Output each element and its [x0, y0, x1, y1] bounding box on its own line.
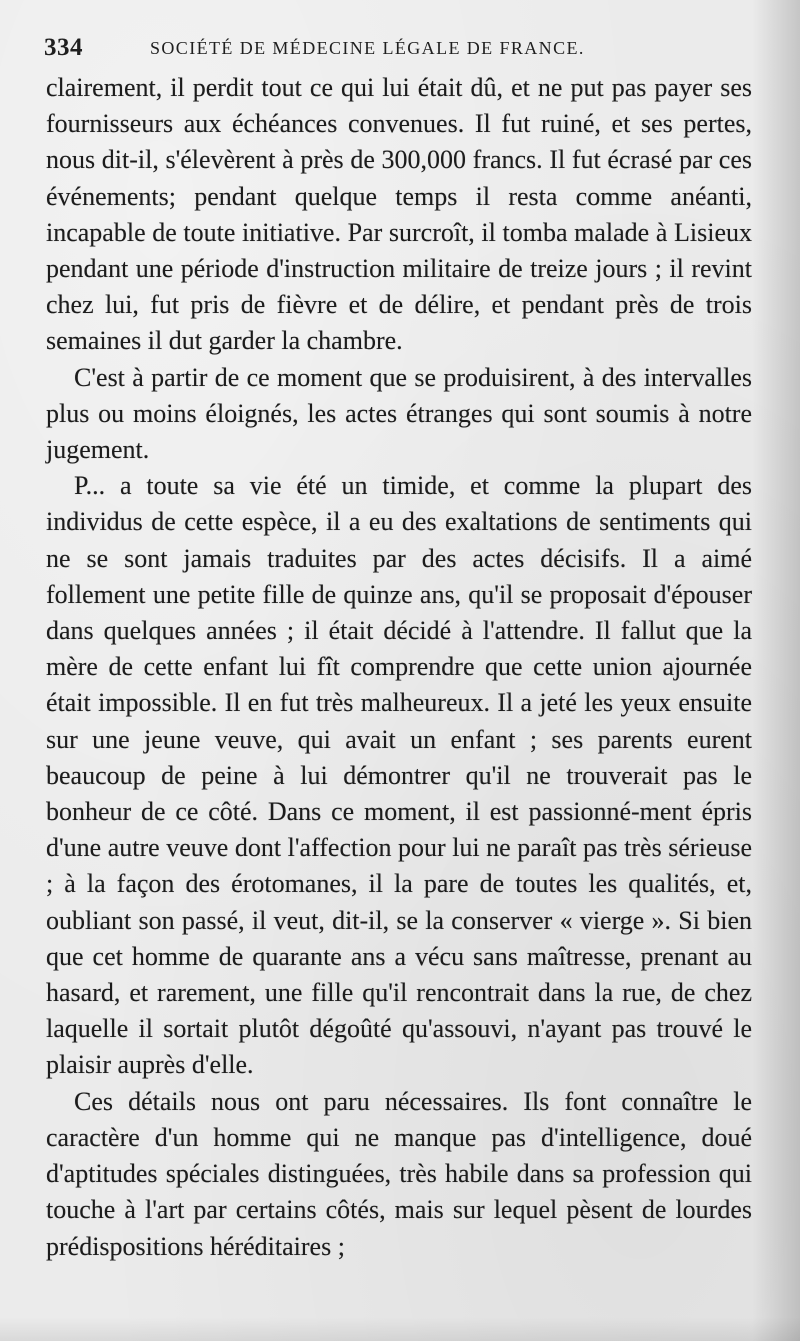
- running-title: SOCIÉTÉ DE MÉDECINE LÉGALE DE FRANCE.: [150, 38, 585, 58]
- body-text: [46, 70, 752, 1265]
- page-number: 334: [44, 34, 83, 61]
- paragraph: clairement, il perdit tout ce qui lui était dû, et ne put pas payer ses fournisseurs aux échéances convenues. Il fut ruiné, et ses pertes, nous dit-il, s'élevèrent à près de 300,000 francs. Il fut écrasé par ces événements; pendant quelque temps il resta comme anéanti, incapable de toute initiative. Par surcroît, il tomba malade à Lisieux pendant une période d'instruction militaire de treize jours ; il revint chez lui, fut pris de fièvre et de délire, et pendant près de trois semaines il dut garder la chambre.: [46, 73, 752, 356]
- page-edge-shadow: [752, 0, 800, 1341]
- paragraph: C'est à partir de ce moment que se produisirent, à des intervalles plus ou moins éloignés, les actes étranges qui sont soumis à notre jugement.: [46, 362, 752, 465]
- page-bottom-edge: [0, 1317, 800, 1341]
- paragraph: P... a toute sa vie été un timide, et comme la plupart des individus de cette espèce, il a eu des exaltations de sentiments qui ne se sont jamais traduites par des actes décisifs. Il a aimé follement une petite fille de quinze ans, qu'il se proposait d'épouser dans quelques années ; il était décidé à l'attendre. Il fallut que la mère de cette enfant lui fît comprendre que cette union ajournée était impossible. Il en fut très malheureux. Il a jeté les yeux ensuite sur une jeune veuve, qui avait un enfant ; ses parents eurent beaucoup de peine à lui démontrer qu'il ne trouverait pas le bonheur de ce côté. Dans ce moment, il est passionné-ment épris d'une autre veuve dont l'affection pour lui ne paraît pas très sérieuse ; à la façon des érotomanes, il la pare de toutes les qualités, et, oubliant son passé, il veut, dit-il, se la conserver « vierge ». Si bien que cet homme de quarante ans a vécu sans maîtresse, prenant au hasard, et rarement, une fille qu'il rencontrait dans la rue, de chez laquelle il sortait plutôt dégoûté qu'assouvi, n'ayant pas trouvé le plaisir auprès d'elle.: [46, 471, 752, 1080]
- page-header: [44, 32, 744, 64]
- paragraph: Ces détails nous ont paru nécessaires. Ils font connaître le caractère d'un homme qui ne manque pas d'intelligence, doué d'aptitudes spéciales distinguées, très habile dans sa profession qui touche à l'art par certains côtés, mais sur lequel pèsent de lourdes prédispositions héréditaires ;: [46, 1086, 752, 1261]
